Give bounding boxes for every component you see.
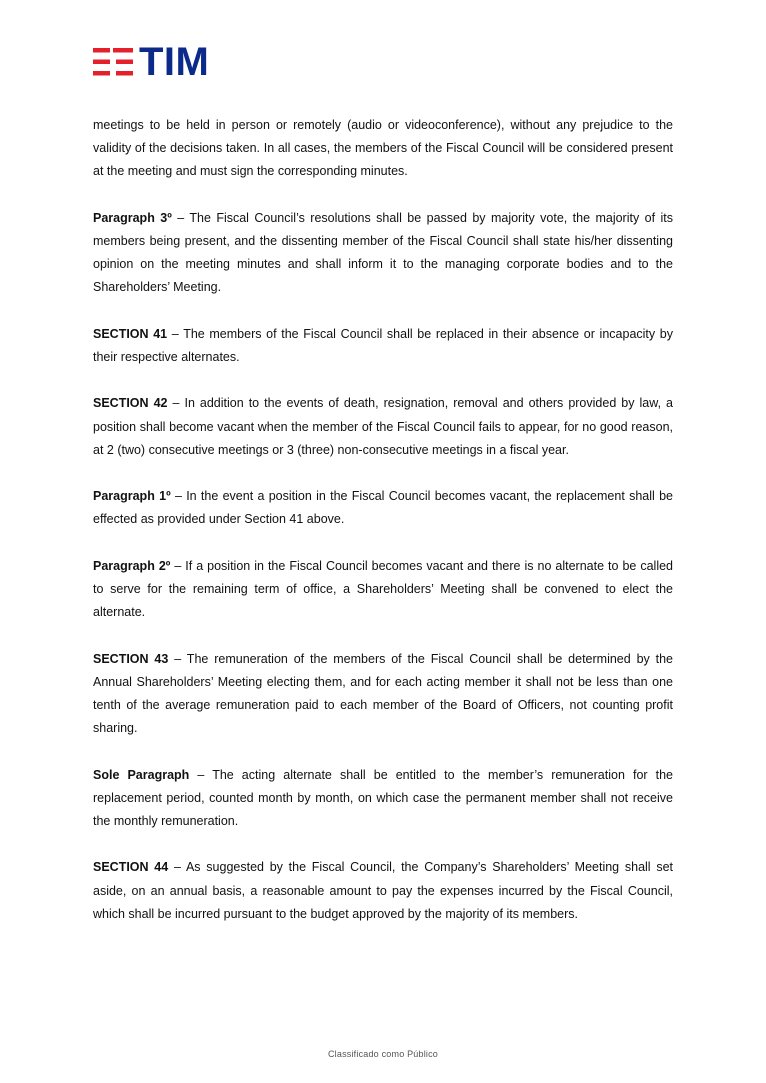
section-42: [93, 392, 673, 462]
tim-stripes-icon: [93, 47, 133, 77]
section-heading: SECTION 43: [93, 651, 169, 666]
paragraph-text: – The Fiscal Council’s resolutions shall be passed by majority vote, the majority of its members being present, and the dissenting member of the Fiscal Council shall state his/her dissenting opinion on the meeting minutes and shall inform it to the managing corporate bodies and to the Shareholders’ Meeting.: [93, 210, 673, 295]
section-text: – In addition to the events of death, resignation, removal and others provided by law, a position shall become vacant when the member of the Fiscal Council fails to appear, for no good reason, at 2 (two) consecutive meetings or 3 (three) non-consecutive meetings in a fiscal year.: [93, 396, 674, 457]
paragraph-text: meetings to be held in person or remotely (audio or videoconference), without any prejudice to the validity of the decisions taken. In all cases, the members of the Fiscal Council will be considered present at the meeting and must sign the corresponding minutes.: [93, 118, 673, 179]
section-text: – The remuneration of the members of the Fiscal Council shall be determined by the Annual Shareholders’ Meeting electing them, and for each acting member it shall not be less than one tenth of the average remuneration paid to each member of the Board of Officers, not counting profit sharing.: [93, 651, 674, 736]
section-heading: SECTION 42: [93, 396, 168, 411]
paragraph-2: [93, 555, 673, 625]
logo-text: TIM: [139, 40, 210, 84]
paragraph-heading: Sole Paragraph: [93, 767, 190, 782]
paragraph-text: – In the event a position in the Fiscal Council becomes vacant, the replacement shall be effected as provided under Section 41 above.: [93, 489, 673, 527]
paragraph-1: [93, 485, 673, 531]
section-41: [93, 323, 673, 369]
paragraph-heading: Paragraph 1º: [93, 489, 171, 504]
section-text: – As suggested by the Fiscal Council, the Company’s Shareholders’ Meeting shall set aside, on an annual basis, a reasonable amount to pay the expenses incurred by the Fiscal Council, which shall be incurred pursuant to the budget approved by the majority of its members.: [93, 860, 674, 921]
sole-paragraph: [93, 764, 673, 834]
document-body: [93, 114, 673, 949]
paragraph-heading: Paragraph 2º: [93, 558, 171, 573]
section-43: [93, 648, 673, 741]
tim-logo: [93, 40, 210, 84]
paragraph-text: – If a position in the Fiscal Council becomes vacant and there is no alternate to be called to serve for the remaining term of office, a Shareholders’ Meeting shall be convened to elect the alternate.: [93, 558, 673, 620]
paragraph-continuation: [93, 114, 673, 184]
paragraph-3: [93, 207, 673, 300]
section-text: – The members of the Fiscal Council shall be replaced in their absence or incapacity by their respective alternates.: [93, 326, 674, 364]
paragraph-heading: Paragraph 3º: [93, 210, 172, 225]
paragraph-text: – The acting alternate shall be entitled to the member’s remuneration for the replacement period, counted month by month, on which case the permanent member shall not receive the monthly remuneration.: [93, 767, 674, 828]
section-44: [93, 856, 673, 926]
section-heading: SECTION 44: [93, 860, 169, 875]
section-heading: SECTION 41: [93, 326, 168, 341]
classification-footer: Classificado como Público: [327, 1049, 439, 1059]
